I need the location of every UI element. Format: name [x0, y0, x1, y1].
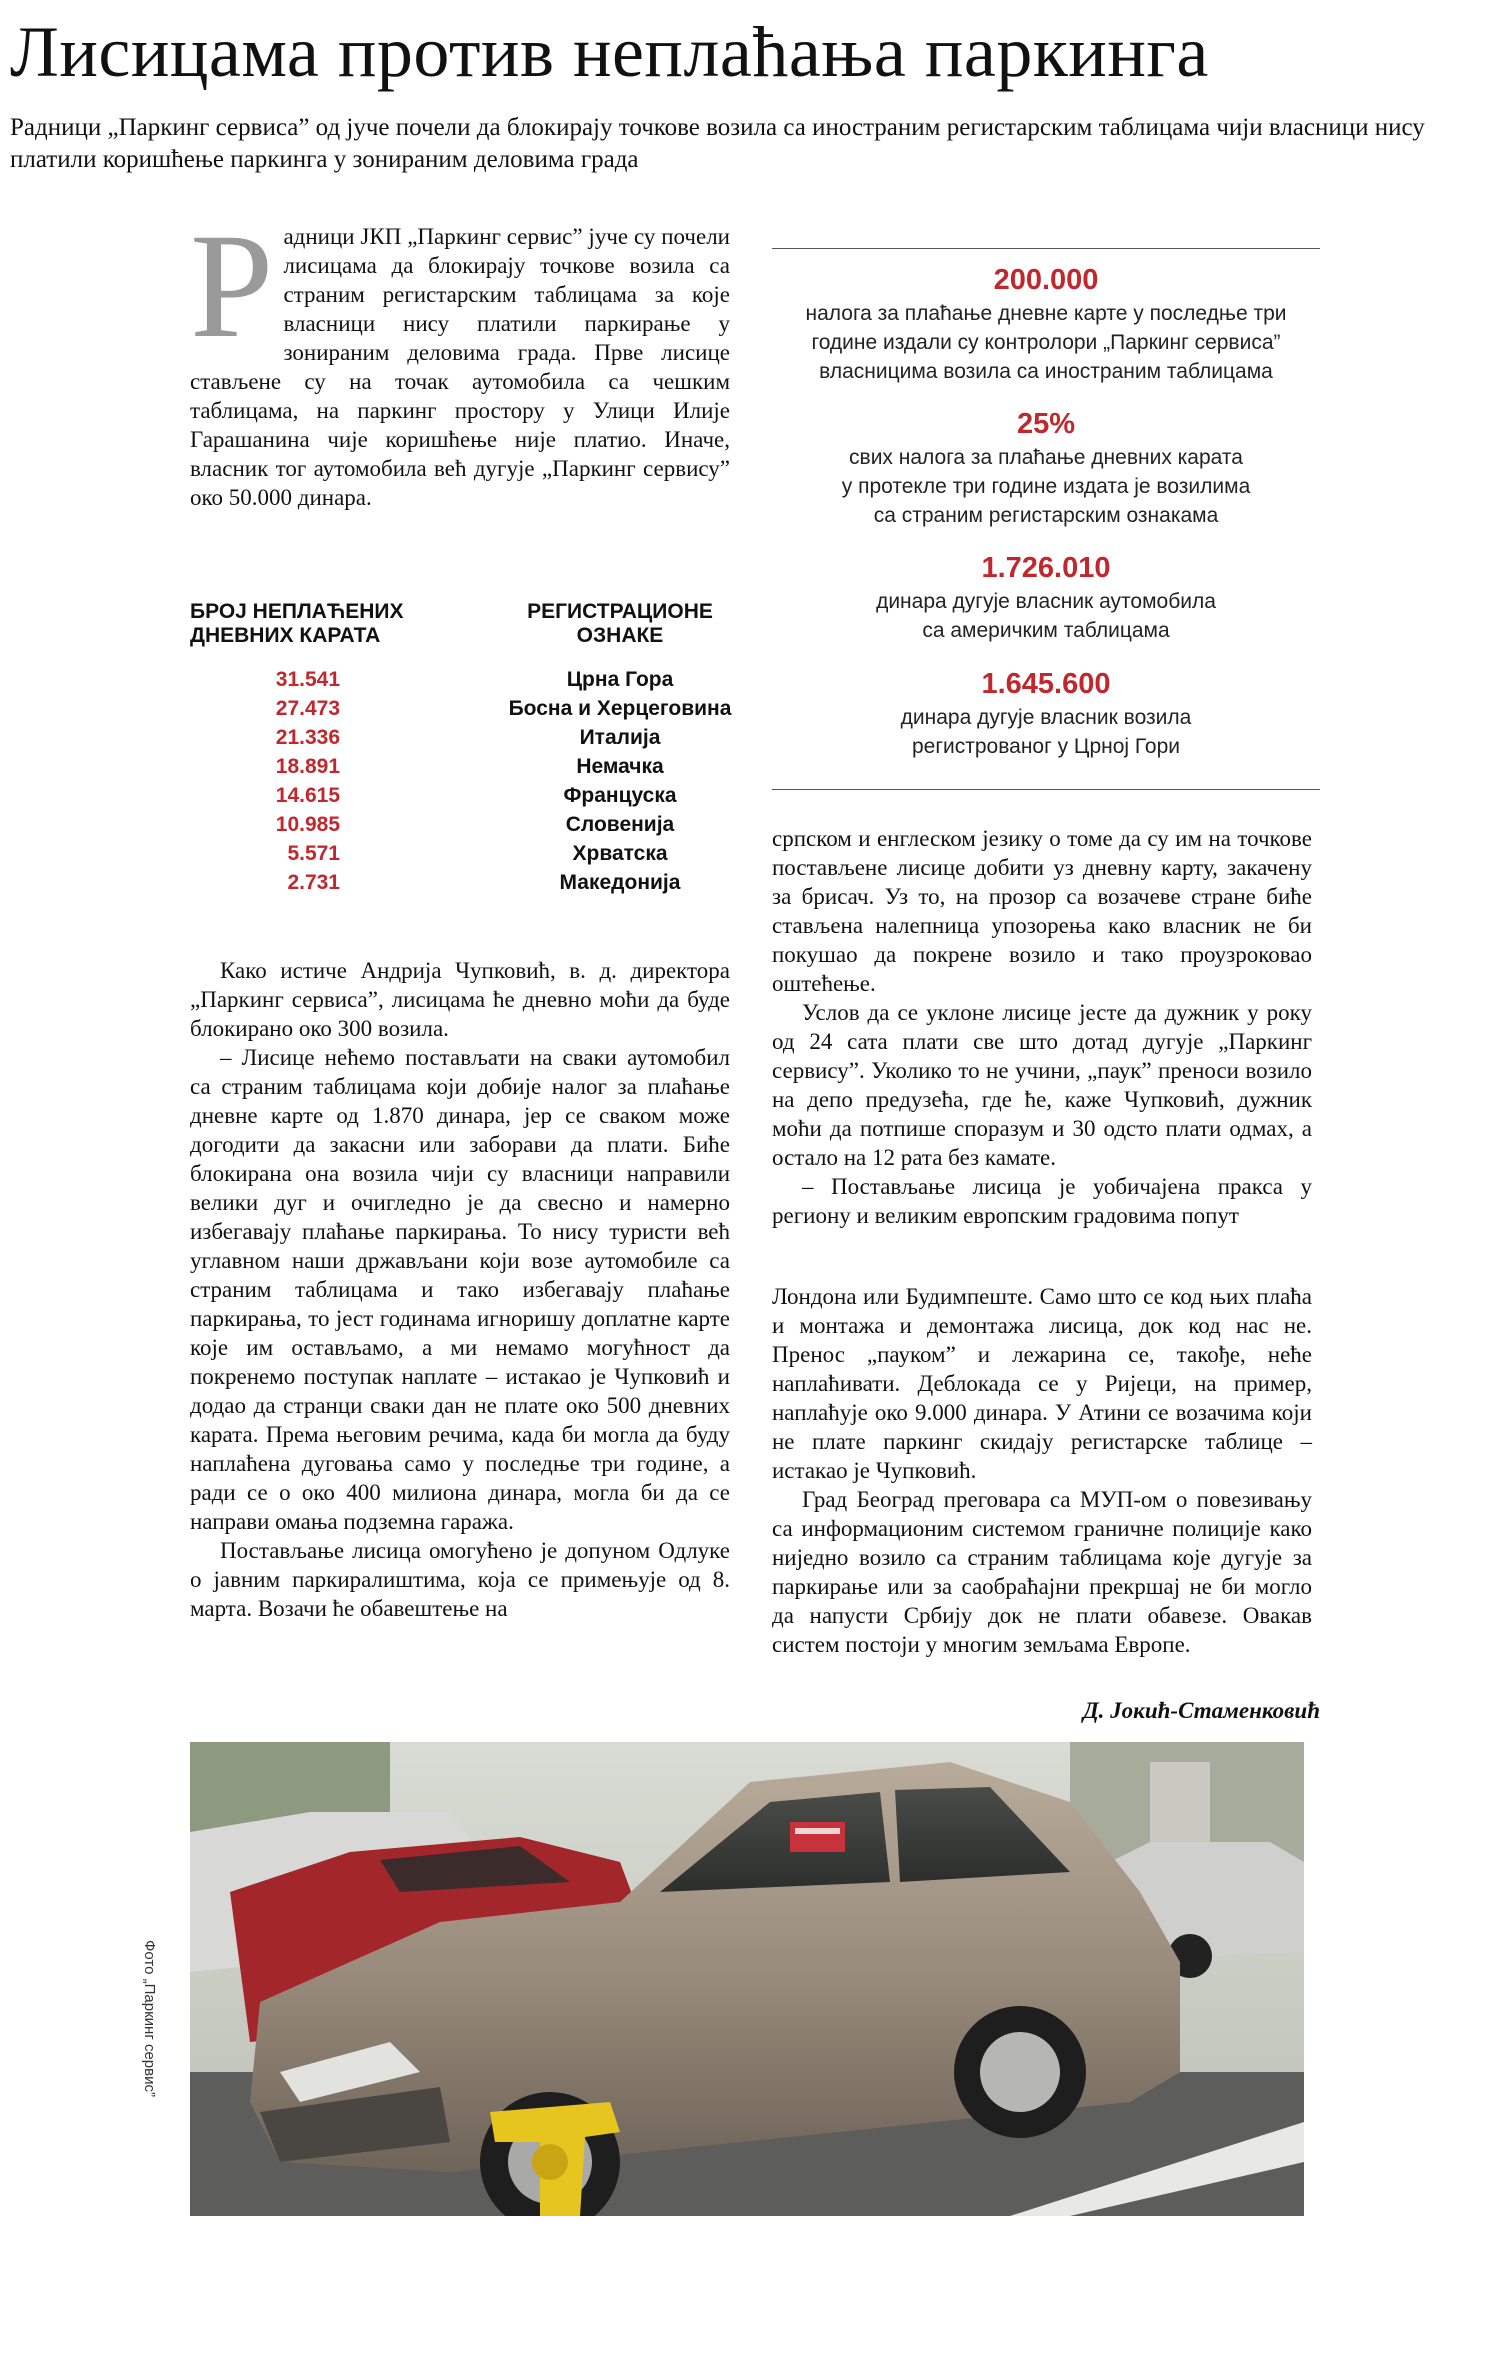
photo-credit: Фото „Паркинг сервис” [141, 1940, 158, 2097]
country-name: Француска [563, 784, 677, 807]
stat-item: 200.000 налога за плаћање дневне карте у последње три године издали су контролори „Паркинг сервиса” власницима возила са иностраним таблицама [772, 261, 1320, 386]
body-column-right-continued [772, 1282, 1312, 1659]
statistics-box [772, 248, 1320, 790]
country-name: Македонија [559, 871, 681, 894]
country-name: Немачка [576, 755, 664, 778]
article-photo [190, 1742, 1304, 2216]
intro-paragraph: адници ЈКП „Паркинг сервис” јуче су почели лисицама да блокирају точкове возила са страним регистарским таблицама за које власници нису платили паркирање у зонираним деловима града. Прве лисице стављене су на точак аутомобила са чешким таблицама, на паркинг простору у Улици Илије Гарашанина чије коришћење није платио. Иначе, власник тог аутомобила већ дугује „Паркинг сервису” око 50.000 динара. [190, 224, 730, 510]
country-name: Црна Гора [566, 668, 674, 691]
body-paragraph: – Постављање лисица је уобичајена пракса у региону и великим европским градовима попут [772, 1174, 1312, 1228]
body-paragraph: Услов да се уклоне лисице јесте да дужник у року од 24 сата плати све што дотад дугује „Паркинг сервису”. Уколико то не учини, „паук” преноси возило на депо предузећа, где ће, каже Чупковић, дужник моћи да потпише споразум и 30 одсто плати одмах, а остало на 12 рата без камате. [772, 1000, 1312, 1170]
table-row [190, 842, 730, 871]
body-paragraph: Лондона или Будимпеште. Само што се код њих плаћа и монтажа и демонтажа лисица, док код нас не. Пренос „пауком” и лежарина се, такође, неће наплаћивати. Деблокада се у Ријеци, на пример, наплаћује око 9.000 динара. У Атини се возачима који не плате паркинг скидају регистарске таблице – истакао је Чупковић. [772, 1284, 1312, 1483]
table-row [190, 813, 730, 842]
unpaid-tickets-table [190, 668, 730, 900]
stat-item: 1.645.600 динара дугује власник возила регистрованог у Црној Гори [772, 665, 1320, 761]
country-name: Босна и Херцеговина [508, 697, 732, 720]
ticket-count: 21.336 [275, 726, 340, 749]
stat-item: 1.726.010 динара дугује власник аутомобила са америчким таблицама [772, 549, 1320, 645]
table-row [190, 784, 730, 813]
table-row [190, 726, 730, 755]
stat-value: 200.000 [993, 264, 1099, 296]
ticket-count: 31.541 [275, 668, 340, 691]
ticket-count: 10.985 [275, 813, 340, 836]
ticket-count: 18.891 [275, 755, 340, 778]
stat-value: 25% [1016, 408, 1076, 440]
table-row [190, 755, 730, 784]
ticket-count: 27.473 [275, 697, 340, 720]
stat-item: 25% свих налога за плаћање дневних карата у протекле три године издата је возилима са страним регистарским ознакама [772, 405, 1320, 530]
headline: Лисицама против неплаћања паркинга [10, 12, 1209, 92]
car-with-wheel-clamp-image [190, 1742, 1304, 2216]
stat-value: 1.645.600 [981, 668, 1111, 700]
body-column-right [772, 824, 1312, 1230]
ticket-count: 5.571 [287, 842, 340, 865]
stat-value: 1.726.010 [981, 552, 1111, 584]
country-name: Словенија [565, 813, 675, 836]
body-paragraph: Како истиче Андрија Чупковић, в. д. директора „Паркинг сервиса”, лисицама ће дневно моћи да буде блокирано око 300 возила. [190, 958, 730, 1041]
byline: Д. Јокић-Стаменковић [1082, 1698, 1320, 1723]
intro-column [190, 203, 730, 512]
country-name: Хрватска [572, 842, 668, 865]
body-paragraph: српском и енглеском језику о томе да су им на точкове постављене лисице добити уз дневну карту, закачену за брисач. Уз то, на прозор са возачеве стране биће стављена налепница упозорења како власник не би покушао да покрене возило и тако проузроковао оштећење. [772, 826, 1312, 996]
ticket-count: 2.731 [287, 871, 340, 894]
table-row [190, 668, 730, 697]
drop-cap: Р [190, 203, 274, 369]
body-column-left [190, 956, 730, 1623]
body-paragraph: Постављање лисица омогућено је допуном Одлуке о јавним паркиралиштима, која се примењује од 8. марта. Возачи ће обавештење на [190, 1538, 730, 1621]
body-paragraph: Град Београд преговара са МУП-ом о повезивању са информационим системом граничне полиције како ниједно возило са страним таблицама које дугује за паркирање или за саобраћајни прекршај не би могло да напусти Србију док не плати обавезе. Овакав систем постоји у многим земљама Европе. [772, 1487, 1312, 1657]
table-row [190, 697, 730, 726]
table-row [190, 871, 730, 900]
lead-paragraph: Радници „Паркинг сервиса” од јуче почели да блокирају точкове возила са иностраним регистарским таблицама чији власници нису платили коришћење паркинга у зонираним деловима града [10, 114, 1425, 173]
table-header-count: БРОЈ НЕПЛАЋЕНИХ ДНЕВНИХ КАРАТА [190, 600, 404, 647]
body-paragraph: – Лисице нећемо постављати на сваки аутомобил са страним таблицама који добије налог за плаћање дневне карте од 1.870 динара, јер се сваком може догодити да закасни или заборави да плати. Биће блокирана она возила чији су власници направили велики дуг и очигледно је да свесно и намерно избегавају плаћање паркирања. То нису туристи већ углавном наши држављани који возе аутомобиле са страним таблицама и тако избегавају плаћање паркирања, то јест годинама игноришу доплатне карте које им остављамо, а ми немамо могућност да покренемо поступак наплате – истакао је Чупковић и додао да странци сваки дан не плате око 500 дневних карата. Према његовим речима, када би могла да буду наплаћена дуговања само у последње три године, а ради се о око 400 милиона динара, могла би да се направи омања подземна гаража. [190, 1045, 730, 1534]
country-name: Италија [579, 726, 661, 749]
table-header-registration: РЕГИСТРАЦИОНЕ ОЗНАКЕ [527, 600, 713, 647]
ticket-count: 14.615 [275, 784, 340, 807]
